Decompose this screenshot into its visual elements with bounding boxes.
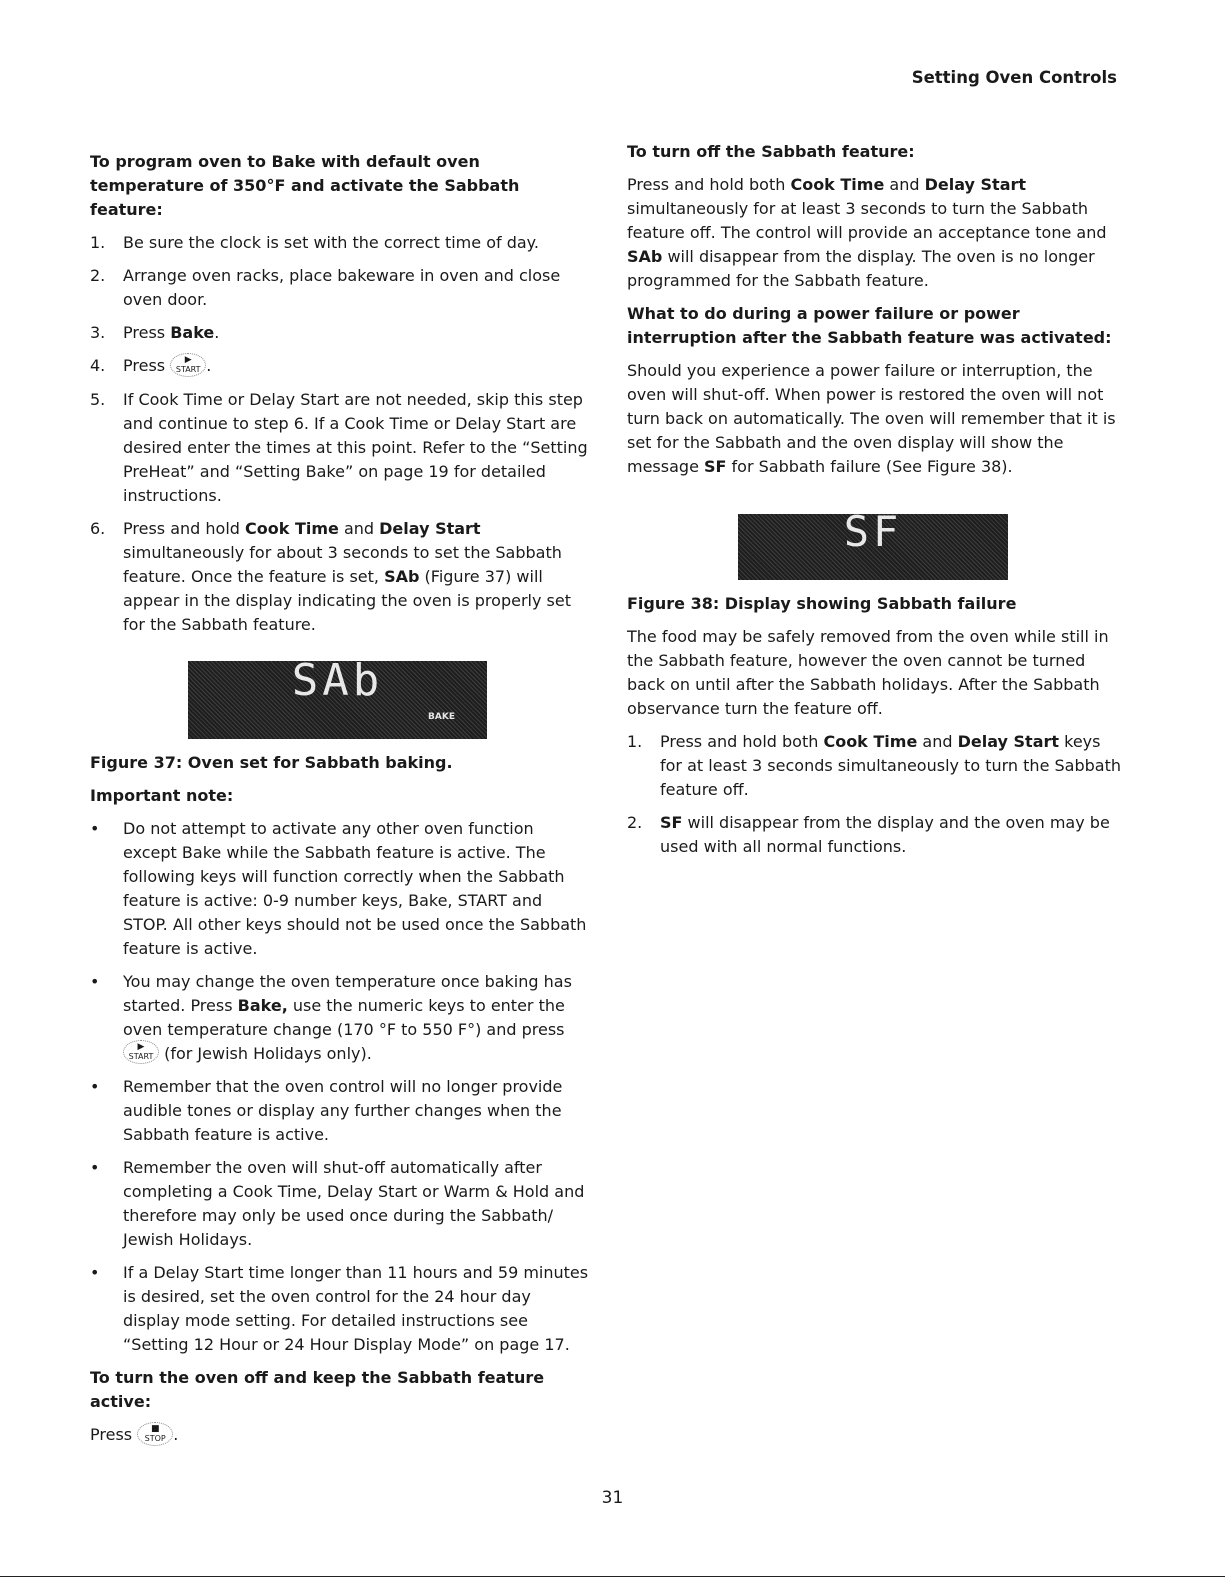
power-failure-heading: What to do during a power failure or power interruption after the Sabbath feature was activated:	[627, 304, 1112, 347]
list-item: 5. If Cook Time or Delay Start are not needed, skip this step and continue to step 6. If a Cook Time or Delay Start are desired enter the times at this point. Refer to the “Setting PreHeat” and “Setting Bake” on page 19 for detailed instructions.	[90, 389, 588, 505]
figure-37-caption: Figure 37: Oven set for Sabbath baking.	[90, 752, 453, 772]
important-note-heading: Important note:	[90, 785, 234, 805]
list-item: • You may change the oven temperature once baking has started. Press Bake, use the numeric keys to enter the oven temperature change (170 °F to 550 F°) and press ▶ START (for Jewish Holidays only).	[90, 971, 572, 1063]
left-column	[90, 150, 590, 1457]
bullet-icon: •	[90, 1263, 100, 1282]
turn-off-sabbath-heading: To turn off the Sabbath feature:	[627, 142, 915, 161]
list-item: 3. Press Bake.	[90, 323, 220, 342]
list-item: 2. SF will disappear from the display and the oven may be used with all normal functions.	[627, 813, 1110, 856]
bake-sabbath-heading: To program oven to Bake with default oven temperature of 350°F and activate the Sabbath feature:	[90, 152, 520, 219]
list-item: • Do not attempt to activate any other oven function except Bake while the Sabbath feature is active. The following keys will function correctly when the Sabbath feature is active: 0-9 number keys, Bake, START and STOP. All other keys should not be used once the Sabbath feature is active.	[90, 818, 587, 958]
display-readout: SF	[843, 507, 903, 556]
page-header: Setting Oven Controls	[911, 68, 1117, 87]
bullet-icon: •	[90, 1077, 100, 1096]
list-item: 2. Arrange oven racks, place bakeware in oven and close oven door.	[90, 266, 561, 309]
start-key-icon: ▶ START	[123, 1040, 159, 1064]
important-notes-list	[90, 817, 590, 1358]
stop-key-icon: ■ STOP	[137, 1422, 173, 1446]
oven-off-instruction: Press ■ STOP .	[90, 1423, 179, 1444]
power-failure-paragraph: Should you experience a power failure or interruption, the oven will shut-off. When power is restored the oven will not turn back on automatically. The oven will remember that it is set for the Sabbath and the oven display will show the message SF for Sabbath failure (See Figure 38).	[627, 361, 1116, 476]
bake-indicator: BAKE	[428, 711, 455, 722]
right-column	[627, 140, 1127, 868]
bake-sabbath-steps	[90, 231, 590, 637]
display-readout: SAb	[291, 654, 384, 706]
bullet-icon: •	[90, 1158, 100, 1177]
bullet-icon: •	[90, 971, 100, 991]
list-item: 6. Press and hold Cook Time and Delay Start simultaneously for about 3 seconds to set the Sabbath feature. Once the feature is set, SAb (Figure 37) will appear in the display indicating the oven is properly set for the Sabbath feature.	[90, 518, 571, 634]
list-item: 4. Press ▶ START .	[90, 354, 212, 375]
oven-display-sf	[738, 507, 1008, 580]
turn-off-sabbath-paragraph: Press and hold both Cook Time and Delay Start simultaneously for at least 3 seconds to turn the Sabbath feature off. The control will provide an acceptance tone and SAb will disappear from the display. The oven is no longer programmed for the Sabbath feature.	[627, 175, 1107, 290]
list-item: 1. Press and hold both Cook Time and Delay Start keys for at least 3 seconds simultaneously to turn the Sabbath feature off.	[627, 732, 1121, 799]
bullet-icon: •	[90, 818, 100, 838]
start-key-icon: ▶ START	[170, 353, 206, 377]
turn-off-steps	[627, 730, 1127, 859]
figure-38-caption: Figure 38: Display showing Sabbath failure	[627, 594, 1017, 613]
food-removal-paragraph: The food may be safely removed from the oven while still in the Sabbath feature, however the oven cannot be turned back on until after the Sabbath holidays. After the Sabbath observance turn the feature off.	[627, 627, 1109, 718]
page-bottom-rule	[0, 1576, 1225, 1577]
oven-off-heading: To turn the oven off and keep the Sabbath feature active:	[90, 1368, 545, 1411]
oven-display-sab	[188, 654, 487, 739]
list-item: • Remember the oven will shut-off automatically after completing a Cook Time, Delay Start or Warm & Hold and therefore may only be used once during the Sabbath/ Jewish Holidays.	[90, 1158, 585, 1249]
page-number: 31	[601, 1488, 624, 1508]
list-item: • If a Delay Start time longer than 11 hours and 59 minutes is desired, set the oven control for the 24 hour day display mode setting. For detailed instructions see “Setting 12 Hour or 24 Hour Display Mode” on page 17.	[90, 1263, 589, 1354]
list-item: 1. Be sure the clock is set with the correct time of day.	[90, 233, 539, 252]
list-item: • Remember that the oven control will no longer provide audible tones or display any further changes when the Sabbath feature is active.	[90, 1077, 563, 1144]
